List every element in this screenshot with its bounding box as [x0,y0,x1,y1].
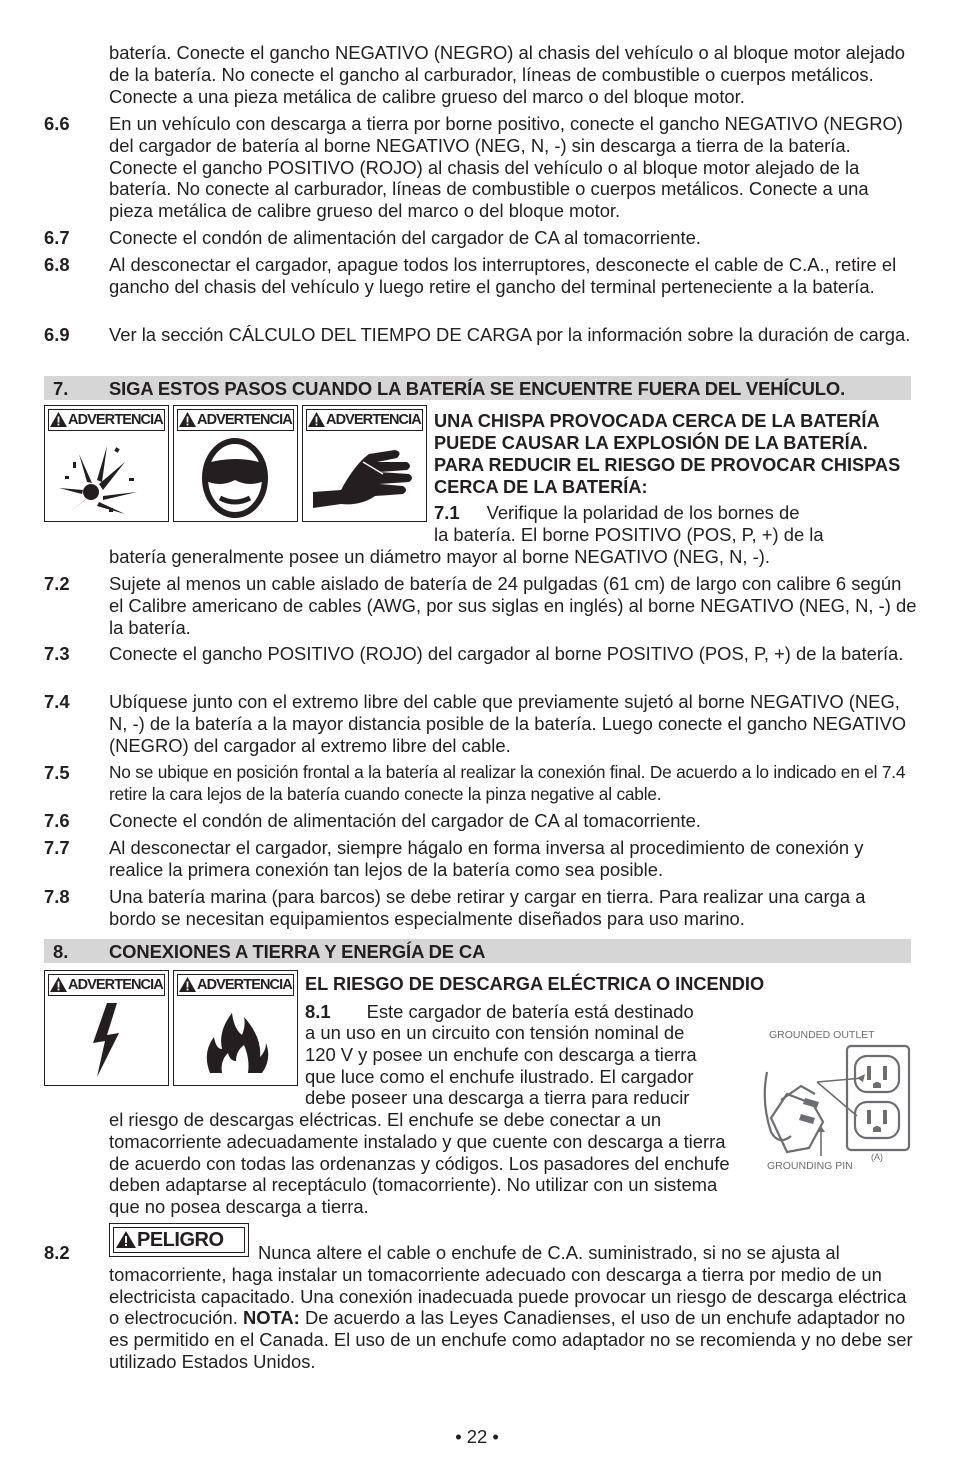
figure-label-pin: GROUNDING PIN [767,1160,853,1172]
glove-icon [303,432,426,521]
item-7-1-line3: batería generalmente posee un diámetro mayor al borne NEGATIVO (NEG, N, -). [109,546,770,567]
figure-label-outlet: GROUNDED OUTLET [769,1029,875,1041]
note-label: NOTA: [242,1307,300,1329]
figure-label-tag: (A) [871,1152,883,1162]
warning-header: ADVERTENCIA [306,409,423,431]
warning-header: ADVERTENCIA [48,409,165,431]
lightning-bolt-icon [45,997,168,1085]
safety-goggles-icon [174,432,297,521]
item-text: De acuerdo a las Leyes Canadienses, el uso de un enchufe adaptador no es permitido en el Canada. El uso de un enchufe como adaptador no se recomienda y no debe ser utilizado Estados Unidos. [109,1307,913,1372]
item-text: Ver la sección CÁLCULO DEL TIEMPO DE CARGA por la información sobre la duración de carga. [109,324,911,345]
item-7-1-line2: la batería. El borne POSITIVO (POS, P, +) de la [434,524,824,545]
danger-label: PELIGRO [137,1229,224,1251]
warning-text-spark: UNA CHISPA PROVOCADA CERCA DE LA BATERÍA PUEDE CAUSAR LA EXPLOSIÓN DE LA BATERÍA. PARA REDUCIR EL RIESGO DE PROVOCAR CHISPAS CERCA DE LA BATERÍA: [434,411,901,497]
item-text: No se ubique en posición frontal a la batería al realizar la conexión final. De acuerdo a lo indicado en el 7.4 retire la cara lejos de la batería cuando conecte la pinza negative al cable. [109,762,906,804]
warning-text-shock: EL RIESGO DE DESCARGA ELÉCTRICA O INCENDIO [305,974,765,994]
section-title: CONEXIONES A TIERRA Y ENERGÍA DE CA [109,941,486,962]
item-text: Conecte el gancho POSITIVO (ROJO) del cargador al borne POSITIVO (POS, P, +) de la batería. [109,643,904,664]
item-number: 6.8 [44,254,70,275]
warning-header: ADVERTENCIA [48,974,165,996]
item-text: Al desconectar el cargador, apague todos los interruptores, desconecte el cable de C.A., retire el gancho del chasis del vehículo y luego retire el gancho del terminal perteneciente a la batería. [109,254,897,297]
section-8-header [44,939,911,963]
item-text: Ubíquese junto con el extremo libre del cable que previamente sujetó al borne NEGATIVO (NEG, N, -) de la batería a la mayor distancia posible de la batería. Luego conecte el gancho NEGATIVO (NEGRO) del cargador al extremo libre del cable. [109,691,907,756]
item-8-2-text [109,1242,917,1373]
section-number: 7. [53,378,69,399]
section-title: SIGA ESTOS PASOS CUANDO LA BATERÍA SE ENCUENTRE FUERA DEL VEHÍCULO. [109,378,846,399]
item-number: 7.3 [44,643,70,664]
item-number: 6.6 [44,113,70,134]
item-8-1-line1 [305,1001,694,1023]
intro-continuation: batería. Conecte el gancho NEGATIVO (NEGRO) al chasis del vehículo o al bloque motor alejado de la batería. No conecte el gancho al carburador, líneas de combustible o cuerpos metálicos. Conecte a una pieza metálica de calibre grueso del marco o del bloque motor. [109,42,905,107]
fire-icon [174,997,297,1085]
warning-header: ADVERTENCIA [177,974,294,996]
warning-triangle-icon [50,977,67,992]
item-number: 7.8 [44,886,70,907]
item-text: Al desconectar el cargador, siempre hágalo en forma inversa al procedimiento de conexión y realice la primera conexión tan lejos de la batería como sea posible. [109,837,864,880]
warning-box-goggles [173,405,298,522]
explosion-icon [45,432,168,521]
warning-triangle-icon [179,977,196,992]
grounded-outlet-figure [757,1022,915,1180]
item-number: 7.7 [44,837,70,858]
item-number: 6.9 [44,324,70,345]
section-number: 8. [53,941,69,962]
warning-box-fire [173,970,298,1086]
item-text: Una batería marina (para barcos) se debe retirar y cargar en tierra. Para realizar una carga a bordo se necesitan equipamientos especialmente diseñados para uso marino. [109,886,866,929]
item-number: 6.7 [44,227,70,248]
item-number: 7.2 [44,573,70,594]
warning-triangle-icon [50,412,67,427]
item-text: Este cargador de batería está destinado [366,1001,694,1022]
item-text: Sujete al menos un cable aislado de batería de 24 pulgadas (61 cm) de largo con calibre 6 según el Calibre americano de cables (AWG, por sus siglas en inglés) al borne NEGATIVO (NEG, N, -) de la batería. [109,573,917,638]
section-7-header [44,376,911,400]
page-number: • 22 • [455,1426,499,1447]
item-8-1-line: 120 V y posee un enchufe con descarga a tierra [305,1044,697,1065]
item-number: 7.6 [44,810,70,831]
item-8-1-line: a un uso en un circuito con tensión nominal de [305,1022,685,1043]
item-text: Conecte el condón de alimentación del cargador de CA al tomacorriente. [109,810,701,831]
item-number: 8.1 [305,1001,331,1022]
item-8-1-line: debe poseer una descarga a tierra para reducir [305,1087,690,1108]
item-8-1-rest: el riesgo de descargas eléctricas. El enchufe se debe conectar a un tomacorriente adecuadamente instalado y que cuente con descarga a tierra de acuerdo con todas las ordenanzas y códigos. Los pasadores del enchufe deben adaptarse al receptáculo (tomacorriente). No utilizar con un sistema que no posea descarga a tierra. [109,1109,730,1218]
warning-box-shock [44,970,169,1086]
item-number: 7.1 [434,502,460,523]
warning-box-gloves [302,405,427,522]
warning-triangle-icon [308,412,325,427]
warning-header: ADVERTENCIA [177,409,294,431]
item-text: Nunca altere el cable o enchufe de C.A. suministrado, si no se ajusta al tomacorriente, haga instalar un tomacorriente adecuado con descarga a tierra por medio de un electricista capacitado. Una conexión inadecuada puede provocar un riesgo de descarga eléctrica o electrocución. [109,1242,907,1329]
item-7-1-line1 [434,502,799,524]
item-text: Conecte el condón de alimentación del cargador de CA al tomacorriente. [109,227,701,248]
item-number: 8.2 [44,1242,70,1263]
item-number: 7.4 [44,691,70,712]
item-text: Verifique la polaridad de los bornes de [486,502,800,523]
warning-box-explosion [44,405,169,522]
item-8-1-line: que luce como el enchufe ilustrado. El cargador [305,1066,694,1087]
warning-triangle-icon [179,412,196,427]
item-number: 7.5 [44,762,70,783]
item-text: En un vehículo con descarga a tierra por borne positivo, conecte el gancho NEGATIVO (NEGRO) del cargador de batería al borne NEGATIVO (NEG, N, -) sin descarga a tierra de la batería. Conecte el gancho POSITIVO (ROJO) al chasis del vehículo o al bloque motor alejado de la batería. No conecte al carburador, líneas de combustible o cuerpos metálicos. Conecte a una pieza metálica de calibre grueso del marco o del bloque motor. [109,113,903,222]
